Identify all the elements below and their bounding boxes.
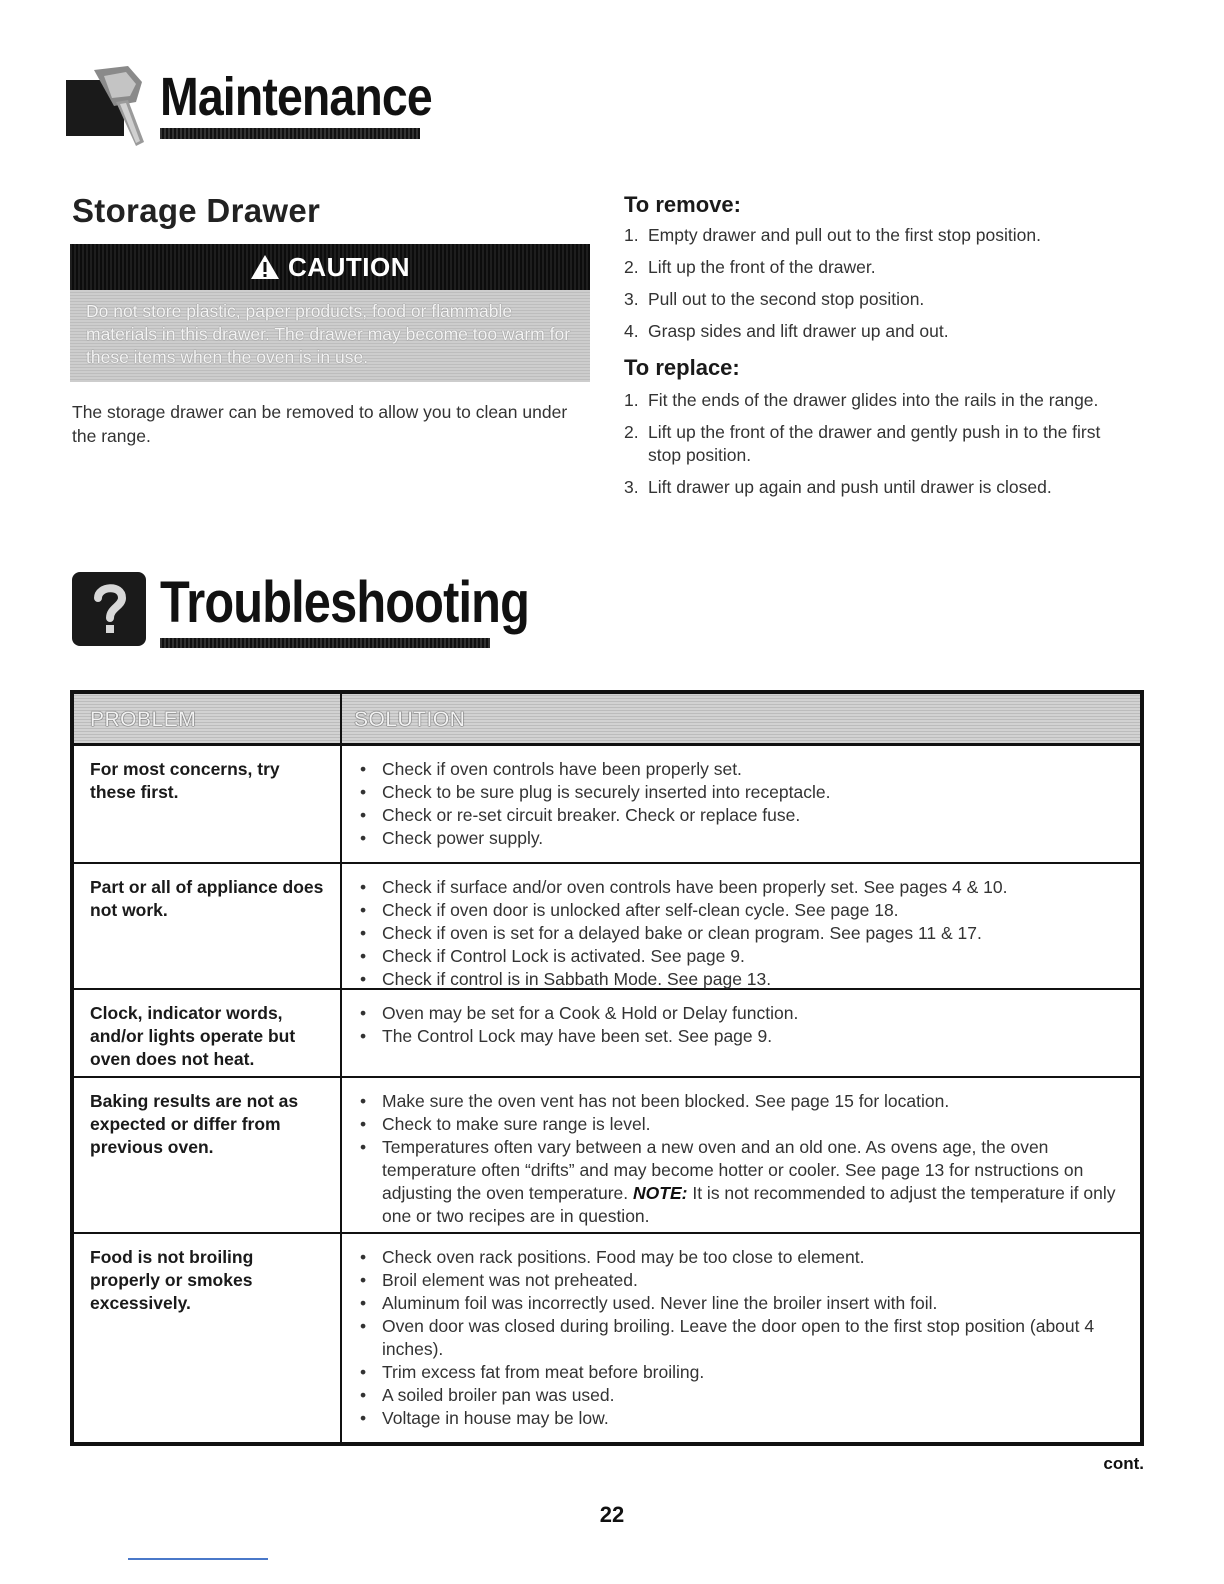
list-item: 2. Lift up the front of the drawer. [624, 257, 876, 277]
list-item: • Check if control is in Sabbath Mode. See page 13. [360, 968, 1130, 991]
continued-label: cont. [1103, 1454, 1144, 1473]
list-item: • Check to be sure plug is securely inserted into receptacle. [360, 781, 1130, 804]
remove-section [624, 192, 1144, 343]
list-item: • Check to make sure range is level. [360, 1113, 1130, 1136]
troubleshooting-title-underline [160, 638, 490, 648]
list-item: • Check if oven door is unlocked after self-clean cycle. See page 18. [360, 899, 1130, 922]
list-item: 4. Grasp sides and lift drawer up and out. [624, 321, 949, 341]
list-item: 3. Pull out to the second stop position. [624, 289, 925, 309]
footer-line [128, 1558, 268, 1560]
list-item: • Oven door was closed during broiling. Leave the door open to the first stop position (about 4 inches). [360, 1315, 1130, 1361]
maintenance-title-underline [160, 128, 420, 139]
problem-cell: Baking results are not as expected or differ from previous oven. [90, 1091, 299, 1157]
solution-cell [360, 1090, 1130, 1228]
list-item: • Broil element was not preheated. [360, 1269, 1130, 1292]
problem-cell: For most concerns, try these first. [90, 759, 280, 802]
list-item: • Temperatures often vary between a new oven and an old one. As ovens age, the oven temperature often “drifts” and may become hotter or cooler. See page 13 for nstructions on adjusting the oven temperature. NOTE: It is not recommended to adjust the temperature if only one or two recipes are in question. [360, 1136, 1130, 1228]
wrench-icon [66, 62, 150, 148]
list-item: • A soiled broiler pan was used. [360, 1384, 1130, 1407]
warning-icon [250, 254, 280, 280]
problem-column-header: PROBLEM [90, 708, 197, 731]
list-item: • Oven may be set for a Cook & Hold or Delay function. [360, 1002, 1130, 1025]
table-header [74, 694, 1140, 746]
caution-message: Do not store plastic, paper products, food or flammable materials in this drawer. The drawer may become too warm for these items when the oven is in use. [86, 301, 571, 367]
remove-heading: To remove: [624, 192, 741, 217]
note-text: It is not recommended to adjust the temperature if only one or two recipes are in question. [382, 1183, 1116, 1226]
replace-heading: To replace: [624, 355, 740, 380]
list-item: • The Control Lock may have been set. See page 9. [360, 1025, 1130, 1048]
replace-section [624, 355, 1144, 499]
caution-label: CAUTION [288, 251, 410, 282]
list-item: • Trim excess fat from meat before broiling. [360, 1361, 1130, 1384]
solution-cell [360, 1246, 1130, 1430]
list-item: • Check if oven controls have been properly set. [360, 758, 1130, 781]
question-mark-icon [72, 572, 146, 646]
table-row [74, 864, 1140, 990]
maintenance-title: Maintenance [160, 67, 432, 127]
page-number: 22 [599, 1502, 625, 1527]
list-item: • Check oven rack positions. Food may be too close to element. [360, 1246, 1130, 1269]
caution-banner [70, 244, 590, 290]
list-item: • Voltage in house may be low. [360, 1407, 1130, 1430]
solution-column-header: SOLUTION [354, 708, 466, 731]
solution-cell [360, 1002, 1130, 1048]
note-label: NOTE: [633, 1183, 688, 1203]
solution-cell [360, 758, 1130, 850]
caution-message-box [70, 290, 590, 382]
solution-cell [360, 876, 1130, 991]
storage-drawer-title: Storage Drawer [72, 192, 321, 229]
table-row [74, 1234, 1140, 1442]
replace-steps [624, 389, 1144, 499]
list-item: 2. Lift up the front of the drawer and gently push in to the first stop position. [624, 422, 1101, 465]
remove-steps [624, 224, 1144, 343]
list-item: 1. Empty drawer and pull out to the first stop position. [624, 225, 1041, 245]
storage-drawer-description: The storage drawer can be removed to allow you to clean under the range. [72, 402, 568, 446]
troubleshooting-table [70, 690, 1144, 1446]
list-item: • Make sure the oven vent has not been blocked. See page 15 for location. [360, 1090, 1130, 1113]
list-item: • Check or re-set circuit breaker. Check or replace fuse. [360, 804, 1130, 827]
list-item: • Check if Control Lock is activated. See page 9. [360, 945, 1130, 968]
table-row [74, 1078, 1140, 1234]
list-item: • Check power supply. [360, 827, 1130, 850]
list-item: • Aluminum foil was incorrectly used. Never line the broiler insert with foil. [360, 1292, 1130, 1315]
table-row [74, 746, 1140, 864]
problem-cell: Part or all of appliance does not work. [90, 877, 324, 920]
table-row [74, 990, 1140, 1078]
list-item: • Check if oven is set for a delayed bake or clean program. See pages 11 & 17. [360, 922, 1130, 945]
list-item: • Check if surface and/or oven controls have been properly set. See pages 4 & 10. [360, 876, 1130, 899]
list-item: 3. Lift drawer up again and push until drawer is closed. [624, 477, 1052, 497]
troubleshooting-title: Troubleshooting [160, 570, 530, 635]
list-item: 1. Fit the ends of the drawer glides into the rails in the range. [624, 390, 1099, 410]
problem-cell: Clock, indicator words, and/or lights operate but oven does not heat. [90, 1003, 296, 1069]
problem-cell: Food is not broiling properly or smokes excessively. [90, 1247, 254, 1313]
